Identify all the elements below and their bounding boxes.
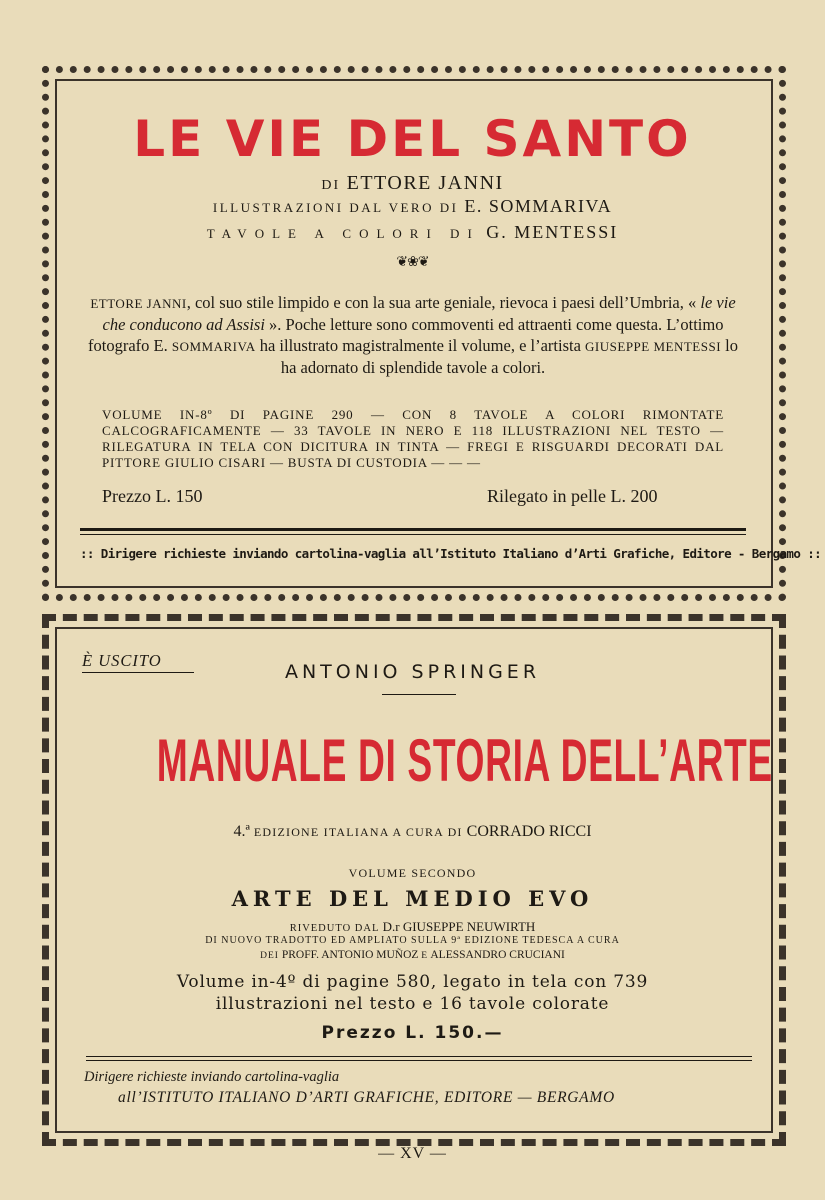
book1-title: LE VIE DEL SANTO [133,110,692,168]
book2-edition-line [0,823,825,841]
edition-editor: CORRADO RICCI [466,823,592,840]
book1-plates-prefix: TAVOLE A COLORI DI [206,226,480,241]
page-number: — XV — [378,1145,447,1162]
divider-double-1 [86,1056,752,1057]
professors-line [0,949,825,961]
translation-line: DI NUOVO TRADOTTO ED AMPLIATO SULLA 9ª EDIZIONE TEDESCA A CURA [205,935,620,946]
book2-author: ANTONIO SPRINGER [284,661,541,683]
book1-order-instructions: :: Dirigere richieste inviando cartolina-vaglia all’Istituto Italiano d’Arti Grafiche, Editore - Bergamo :: [80,546,822,561]
proff-and: E [421,951,429,961]
description-photographer-smallcaps: SOMMARIVA [171,339,256,354]
revised-by: D.r GIUSEPPE NEUWIRTH [382,919,536,934]
book1-author: ETTORE JANNI [346,172,504,194]
proff-names: PROFF. ANTONIO MUÑOZ [281,949,419,961]
book2-title: MANUALE DI STORIA DELL’ARTE [156,727,773,794]
book1-by-prefix: DI [321,178,341,193]
book2-volume-line-2: illustrazioni nel testo e 16 tavole colorate [215,994,610,1014]
book2-price: Prezzo L. 150.— [321,1023,504,1043]
book2-subtitle: ARTE DEL MEDIO EVO [231,886,594,911]
description-italic-quote: le vie che conducono ad Assisi [102,293,736,334]
author-divider [382,694,456,695]
book2-volume-line-1: Volume in-4º di pagine 580, legato in tela con 739 [176,972,649,992]
book1-plates-line [0,222,825,243]
divider-thin [80,534,746,535]
volume-label: VOLUME SECONDO [348,866,477,880]
book1-illustrations-line [0,196,825,217]
book1-plates-artist: G. MENTESSI [486,222,619,242]
book1-price-leather: Rilegato in pelle L. 200 [487,486,658,506]
book1-illustrations-prefix: ILLUSTRAZIONI DAL VERO DI [212,200,459,215]
book1-description [88,292,738,378]
proff-last: ALESSANDRO CRUCIANI [430,949,565,961]
book2-orders-line-2: all’ISTITUTO ITALIANO D’ARTI GRAFICHE, EDITORE — BERGAMO [118,1089,615,1106]
book1-price: Prezzo L. 150 [102,486,203,506]
revised-line [0,919,825,935]
published-label: È USCITO [82,651,162,670]
description-text: , col suo stile limpido e con la sua arte geniale, rievoca i paesi dell’Umbria, « [186,293,701,312]
book2-orders-line-1: Dirigere richieste inviando cartolina-vaglia [84,1069,340,1085]
description-author-smallcaps: ETTORE JANNI [90,296,187,311]
description-artist-smallcaps: GIUSEPPE MENTESSI [585,339,722,354]
edition-text: EDIZIONE ITALIANA A CURA DI [253,825,463,839]
revised-prefix: RIVEDUTO DAL [289,923,380,934]
description-text: ha illustrato magistralmente il volume, e l’artista [255,336,586,355]
divider-thick [80,528,746,531]
fleuron-ornament-icon: ❦❀❦ [396,255,429,270]
book1-author-line [0,172,825,195]
description-text: ». Poche letture sono commoventi ed attraenti come questa. L’ottimo fotografo E. [88,315,724,355]
divider-double-2 [86,1060,752,1061]
book1-specs: VOLUME IN-8º DI PAGINE 290 — CON 8 TAVOLE A COLORI RIMONTATE CALCOGRAFICAMENTE — 33 TAVOLE IN NERO E 118 ILLUSTRAZIONI NEL TESTO — RILEGATURA IN TELA CON DICITURA IN TINTA — FREGI E RISGUARDI DECORATI DAL PITTORE GIULIO CISARI — BUSTA DI CUSTODIA — — — [102,407,724,470]
description-text: lo ha adornato di splendide tavole a colori. [280,336,739,377]
edition-number: 4.ª [233,823,250,840]
proff-prefix: DEI [260,951,279,961]
book1-illustrator: E. SOMMARIVA [464,196,613,216]
